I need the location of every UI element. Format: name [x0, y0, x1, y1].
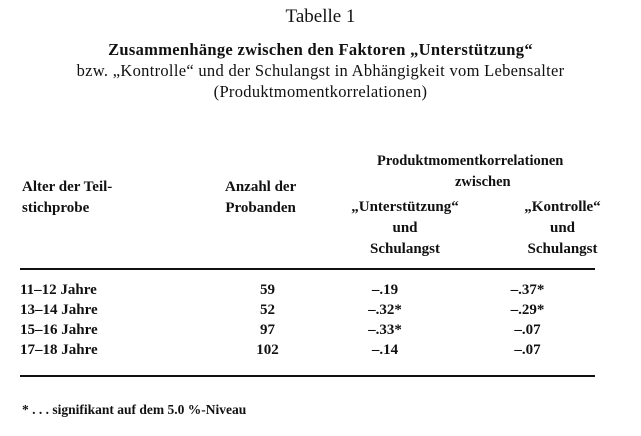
- header-support: [330, 197, 480, 260]
- cell-support: –.14: [371, 342, 399, 358]
- cell-age: 13–14 Jahre: [20, 302, 98, 318]
- header-age-line-2: stichprobe: [22, 200, 90, 216]
- subtitle-line-2: bzw. „Kontrolle“ und der Schulangst in Abhängigkeit vom Lebensalter: [76, 61, 565, 80]
- cell-count: 52: [260, 302, 275, 318]
- bottom-rule: [20, 375, 595, 377]
- header-group-line-1: Produktmomentkorrelationen: [377, 153, 564, 169]
- footnote: * . . . signifikant auf dem 5.0 %-Niveau: [22, 402, 247, 417]
- header-age-line-1: Alter der Teil-: [22, 179, 113, 195]
- cell-count: 97: [260, 322, 275, 338]
- cell-age: 17–18 Jahre: [20, 342, 98, 358]
- header-support-line-3: Schulangst: [369, 241, 441, 257]
- cell-count: 59: [260, 282, 275, 298]
- header-support-line-1: „Unterstützung“: [351, 199, 459, 215]
- table-title: Tabelle 1: [285, 6, 356, 27]
- cell-support: –.32*: [368, 302, 402, 318]
- cell-support: –.33*: [368, 322, 402, 338]
- cell-support: –.19: [371, 282, 399, 298]
- cell-count: 102: [256, 342, 279, 358]
- header-control-line-1: „Kontrolle“: [524, 199, 601, 215]
- table-row: [20, 320, 595, 340]
- cell-age: 11–12 Jahre: [20, 282, 97, 298]
- subtitle-line-1: Zusammenhänge zwischen den Faktoren „Unterstützung“: [108, 40, 533, 59]
- subtitle-line-3: (Produktmomentkorrelationen): [213, 82, 428, 101]
- header-support-line-2: und: [392, 220, 418, 236]
- cell-control: –.29*: [510, 302, 545, 318]
- header-count: [225, 177, 296, 219]
- cell-control: –.37*: [510, 282, 545, 298]
- header-rule: [20, 268, 595, 270]
- cell-age: 15–16 Jahre: [20, 322, 98, 338]
- cell-control: –.07: [514, 342, 541, 358]
- header-count-line-1: Anzahl der: [225, 179, 297, 195]
- cell-control: –.07: [514, 322, 541, 338]
- table-row: [20, 340, 595, 360]
- header-control: [505, 197, 620, 260]
- header-group-line-2: zwischen: [455, 174, 511, 190]
- header-count-line-2: Probanden: [225, 200, 296, 216]
- table-row: [20, 280, 595, 300]
- header-control-line-2: und: [549, 220, 576, 236]
- data-table: [20, 280, 595, 360]
- header-age: [22, 177, 112, 219]
- header-control-line-3: Schulangst: [527, 241, 598, 257]
- table-row: [20, 300, 595, 320]
